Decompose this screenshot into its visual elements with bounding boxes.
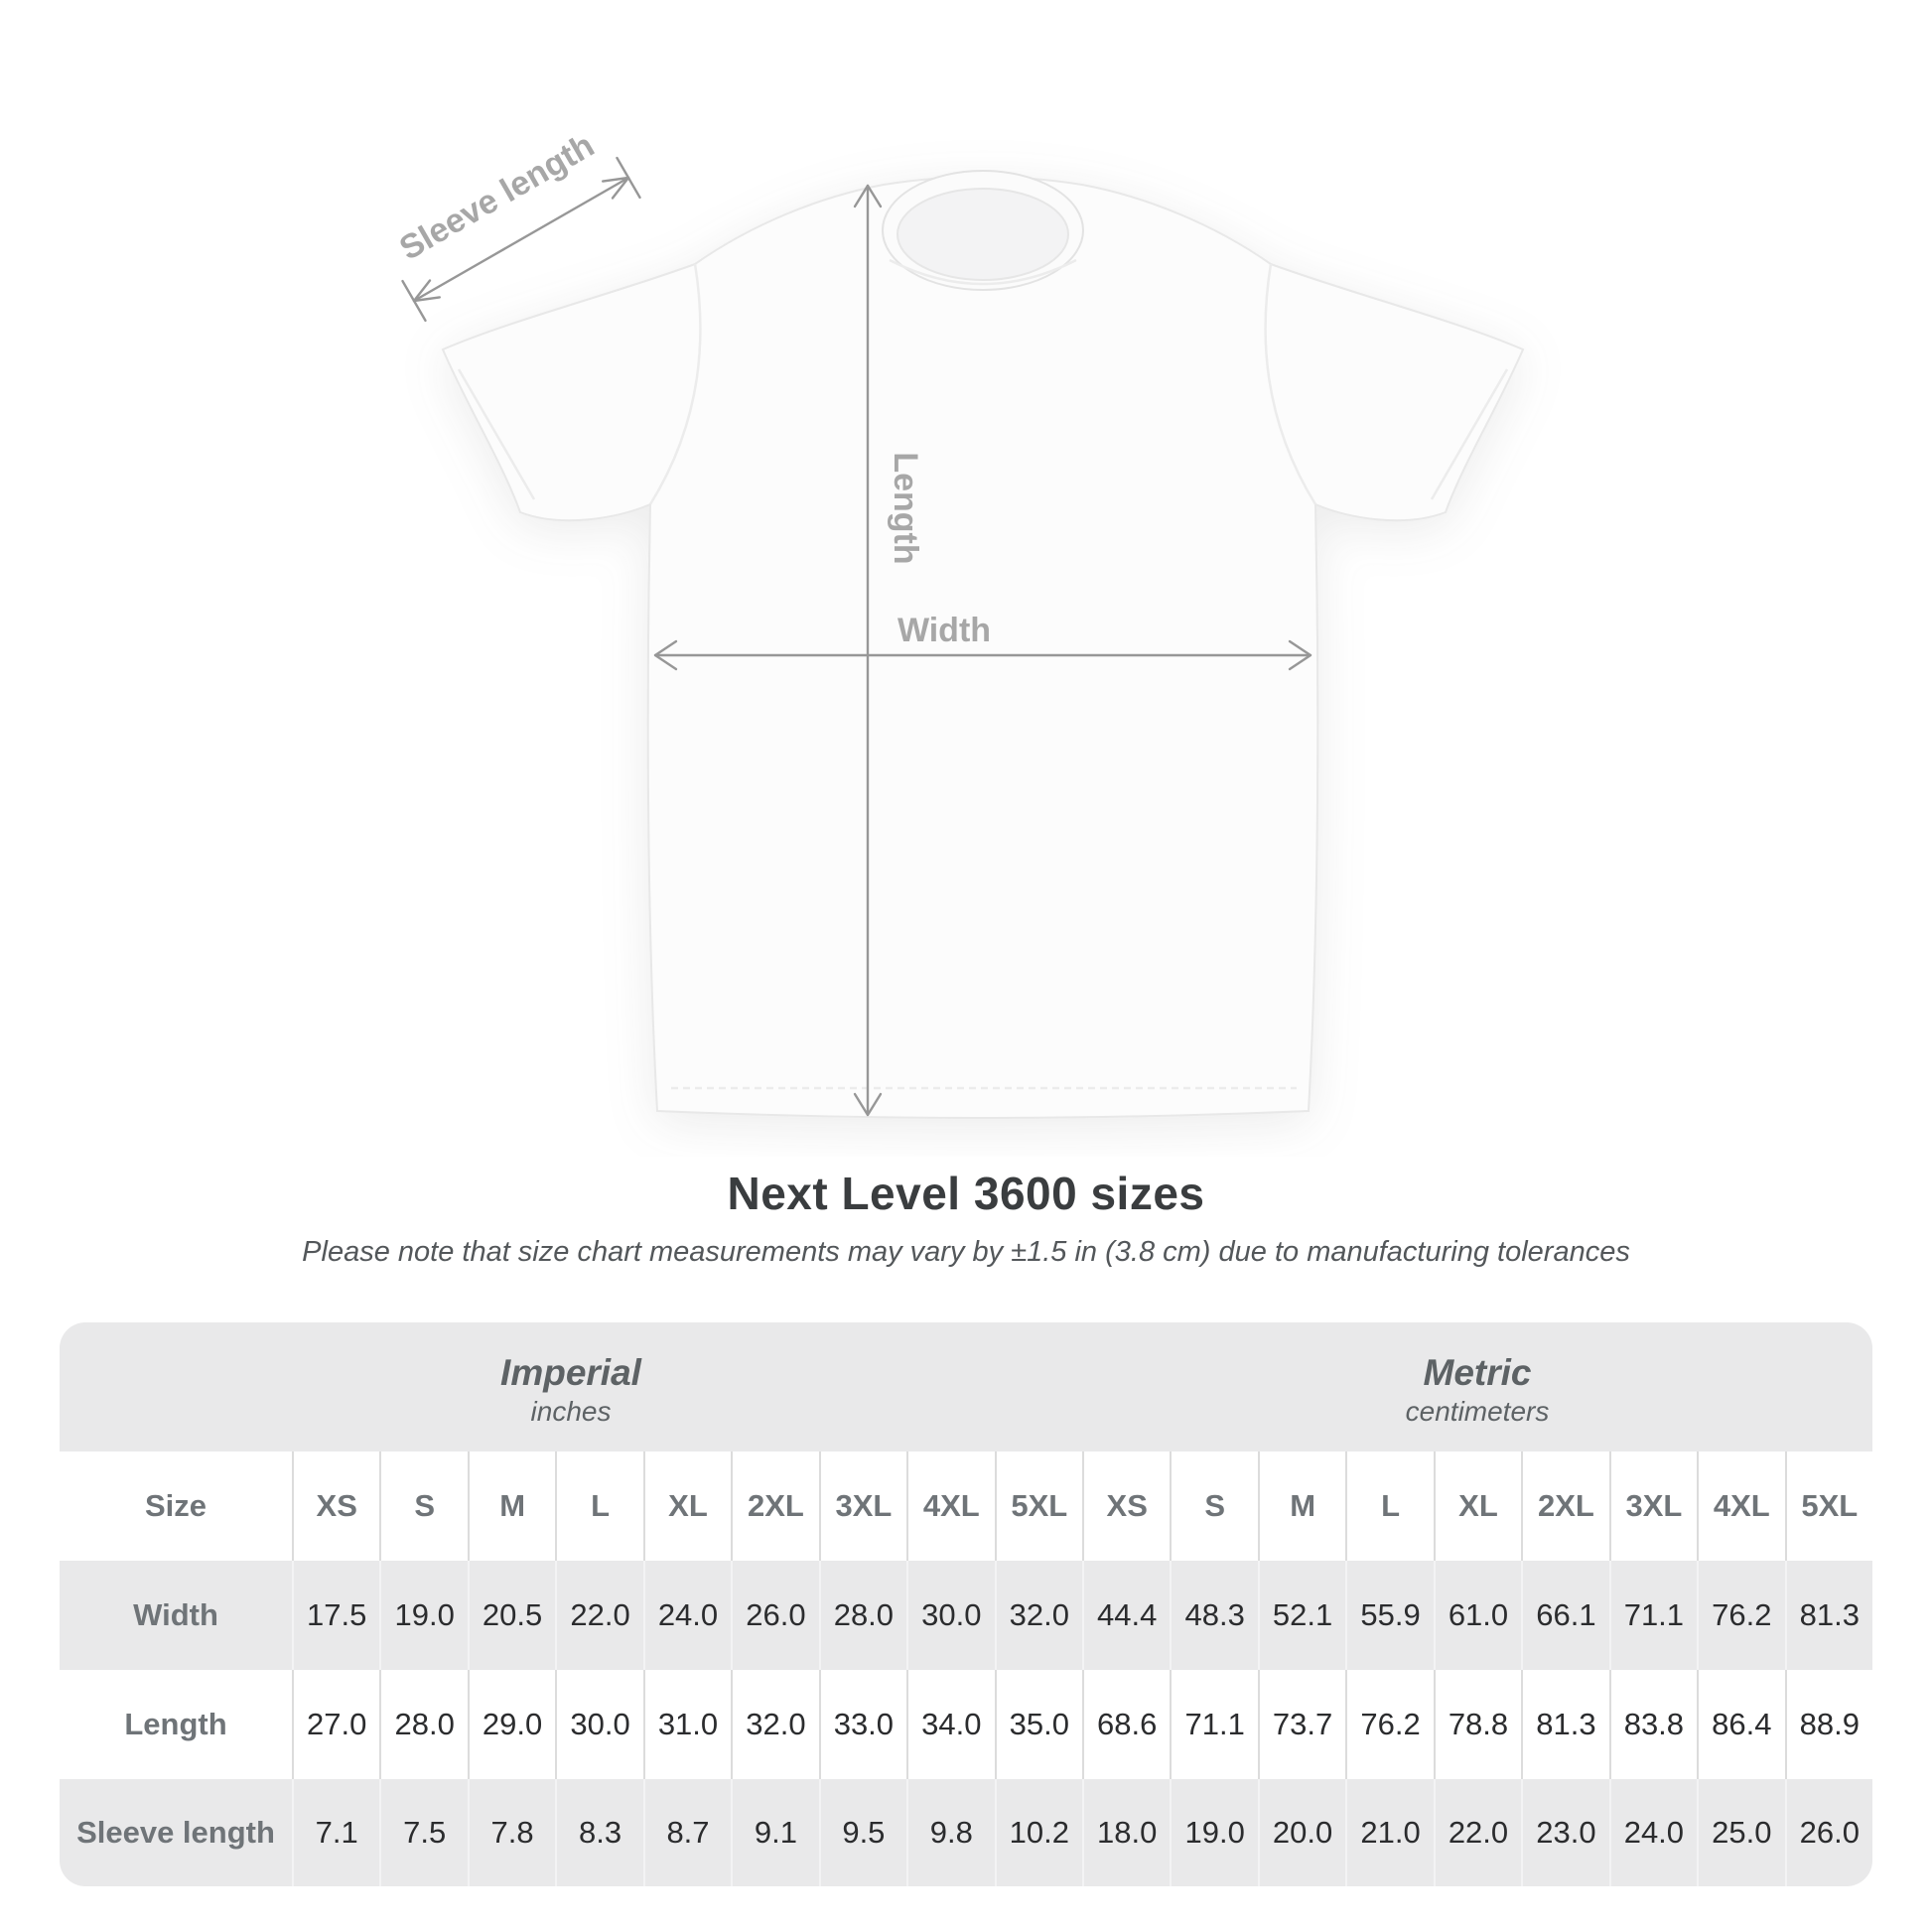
size-column-header: XL <box>643 1451 731 1561</box>
size-column-header: S <box>379 1451 467 1561</box>
table-cell: 9.5 <box>819 1779 906 1886</box>
length-label: Length <box>887 452 924 565</box>
size-column-header: 5XL <box>995 1451 1082 1561</box>
table-cell: 7.8 <box>468 1779 555 1886</box>
table-cell: 20.5 <box>468 1561 555 1670</box>
size-column-header: L <box>555 1451 642 1561</box>
table-cell: 55.9 <box>1345 1561 1433 1670</box>
table-cell: 24.0 <box>643 1561 731 1670</box>
table-cell: 22.0 <box>555 1561 642 1670</box>
width-label: Width <box>897 612 992 649</box>
table-cell: 68.6 <box>1082 1670 1170 1779</box>
size-column-header: XL <box>1434 1451 1521 1561</box>
table-cell: 29.0 <box>468 1670 555 1779</box>
table-cell: 44.4 <box>1082 1561 1170 1670</box>
table-cell: 26.0 <box>731 1561 818 1670</box>
metric-title: Metric <box>1423 1352 1532 1393</box>
table-cell: 81.3 <box>1521 1670 1608 1779</box>
size-column-header: 4XL <box>1697 1451 1784 1561</box>
table-cell: 17.5 <box>292 1561 379 1670</box>
table-cell: 34.0 <box>906 1670 994 1779</box>
table-cell: 7.1 <box>292 1779 379 1886</box>
table-cell: 19.0 <box>379 1561 467 1670</box>
size-chart-table <box>60 1322 1872 1886</box>
table-cell: 10.2 <box>995 1779 1082 1886</box>
size-grid <box>60 1451 1872 1886</box>
table-cell: 30.0 <box>906 1561 994 1670</box>
size-column-header: 2XL <box>1521 1451 1608 1561</box>
sleeve-length-label: Sleeve length <box>393 126 601 268</box>
table-cell: 25.0 <box>1697 1779 1784 1886</box>
table-cell: 81.3 <box>1785 1561 1872 1670</box>
table-cell: 30.0 <box>555 1670 642 1779</box>
table-cell: 71.1 <box>1170 1670 1257 1779</box>
table-cell: 19.0 <box>1170 1779 1257 1886</box>
page-title: Next Level 3600 sizes <box>727 1168 1205 1219</box>
table-cell: 20.0 <box>1258 1779 1345 1886</box>
size-column-header: M <box>468 1451 555 1561</box>
table-cell: 7.5 <box>379 1779 467 1886</box>
size-column-header: 5XL <box>1785 1451 1872 1561</box>
table-cell: 48.3 <box>1170 1561 1257 1670</box>
arrowhead-ne-icon <box>603 178 628 199</box>
imperial-title: Imperial <box>500 1352 641 1393</box>
table-cell: 9.1 <box>731 1779 818 1886</box>
size-column-header: 3XL <box>1609 1451 1697 1561</box>
table-cell: 86.4 <box>1697 1670 1784 1779</box>
imperial-unit: inches <box>530 1396 612 1427</box>
unit-header-band <box>60 1322 1872 1451</box>
table-cell: 27.0 <box>292 1670 379 1779</box>
size-column-header: S <box>1170 1451 1257 1561</box>
table-cell: 32.0 <box>731 1670 818 1779</box>
sleeve-length-arrow <box>393 126 639 321</box>
row-label: Sleeve length <box>76 1815 275 1850</box>
table-cell: 28.0 <box>379 1670 467 1779</box>
tolerance-note: Please note that size chart measurements may vary by ±1.5 in (3.8 cm) due to manufacturing tolerances <box>302 1236 1630 1268</box>
table-cell: 22.0 <box>1434 1779 1521 1886</box>
table-cell: 78.8 <box>1434 1670 1521 1779</box>
table-cell: 9.8 <box>906 1779 994 1886</box>
table-cell: 73.7 <box>1258 1670 1345 1779</box>
table-cell: 61.0 <box>1434 1561 1521 1670</box>
table-cell: 8.3 <box>555 1779 642 1886</box>
table-cell: 33.0 <box>819 1670 906 1779</box>
size-column-header: XS <box>292 1451 379 1561</box>
size-corner-header: Size <box>60 1451 292 1561</box>
table-cell: 28.0 <box>819 1561 906 1670</box>
table-cell: 18.0 <box>1082 1779 1170 1886</box>
table-cell: 35.0 <box>995 1670 1082 1779</box>
table-cell: 76.2 <box>1345 1670 1433 1779</box>
table-cell: 24.0 <box>1609 1779 1697 1886</box>
size-column-header: L <box>1345 1451 1433 1561</box>
table-cell: 23.0 <box>1521 1779 1608 1886</box>
table-cell: 83.8 <box>1609 1670 1697 1779</box>
collar-inner <box>897 189 1068 280</box>
table-cell: 32.0 <box>995 1561 1082 1670</box>
size-column-header: M <box>1258 1451 1345 1561</box>
table-cell: 52.1 <box>1258 1561 1345 1670</box>
size-column-header: XS <box>1082 1451 1170 1561</box>
table-cell: 8.7 <box>643 1779 731 1886</box>
table-cell: 76.2 <box>1697 1561 1784 1670</box>
size-column-header: 2XL <box>731 1451 818 1561</box>
table-cell: 71.1 <box>1609 1561 1697 1670</box>
metric-unit: centimeters <box>1405 1396 1550 1427</box>
arrowhead-sw-icon <box>414 281 440 302</box>
table-cell: 21.0 <box>1345 1779 1433 1886</box>
table-cell: 31.0 <box>643 1670 731 1779</box>
row-label: Length <box>60 1670 292 1779</box>
row-label: Width <box>133 1597 218 1632</box>
size-column-header: 3XL <box>819 1451 906 1561</box>
table-cell: 66.1 <box>1521 1561 1608 1670</box>
metric-header <box>1082 1322 1872 1451</box>
table-cell: 26.0 <box>1785 1779 1872 1886</box>
imperial-header <box>60 1322 1082 1451</box>
table-cell: 88.9 <box>1785 1670 1872 1779</box>
size-column-header: 4XL <box>906 1451 994 1561</box>
